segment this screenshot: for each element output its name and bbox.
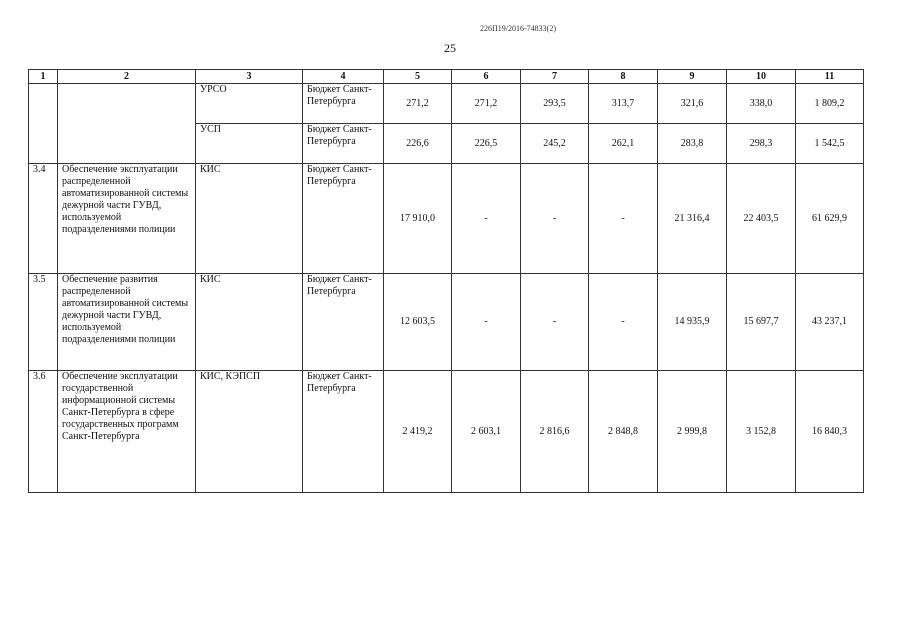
value-cell: - (589, 164, 658, 274)
header-cell: 10 (727, 70, 796, 84)
header-cell: 1 (29, 70, 58, 84)
value-cell: 226,6 (384, 124, 452, 164)
document-code: 226П19/2016-74833(2) (480, 24, 556, 33)
row-executor: КИС, КЭПСП (196, 371, 303, 493)
value-cell: 17 910,0 (384, 164, 452, 274)
row-executor: КИС (196, 164, 303, 274)
row-name: Обеспечение эксплуатации государственной информационной системы Санкт-Петербурга в сфере государственных программ Санкт-Петербурга (58, 371, 196, 493)
value-cell: - (452, 164, 521, 274)
budget-table (28, 69, 864, 493)
header-cell: 7 (521, 70, 589, 84)
value-cell: 313,7 (589, 84, 658, 124)
value-cell: - (521, 274, 589, 371)
value-cell: 2 816,6 (521, 371, 589, 493)
row-source: Бюджет Санкт-Петербурга (303, 164, 384, 274)
value-cell: 298,3 (727, 124, 796, 164)
row-executor: КИС (196, 274, 303, 371)
header-cell: 11 (796, 70, 864, 84)
value-cell: 2 603,1 (452, 371, 521, 493)
value-cell: 43 237,1 (796, 274, 864, 371)
row-executor: УРСО (196, 84, 303, 124)
row-name: Обеспечение эксплуатации распределенной автоматизированной системы дежурной части ГУВД, используемой подразделениями полиции (58, 164, 196, 274)
value-cell: 16 840,3 (796, 371, 864, 493)
value-cell: 245,2 (521, 124, 589, 164)
value-cell: 271,2 (452, 84, 521, 124)
value-cell: 338,0 (727, 84, 796, 124)
page-number: 25 (444, 41, 456, 55)
value-cell: 226,5 (452, 124, 521, 164)
row-number: 3.5 (29, 274, 58, 371)
value-cell: - (521, 164, 589, 274)
value-cell: 293,5 (521, 84, 589, 124)
value-cell: 262,1 (589, 124, 658, 164)
value-cell: 22 403,5 (727, 164, 796, 274)
value-cell: 1 542,5 (796, 124, 864, 164)
value-cell: 14 935,9 (658, 274, 727, 371)
header-cell: 8 (589, 70, 658, 84)
row-name (58, 84, 196, 164)
value-cell: 2 419,2 (384, 371, 452, 493)
table-row (29, 164, 864, 274)
value-cell: 283,8 (658, 124, 727, 164)
value-cell: - (589, 274, 658, 371)
header-cell: 3 (196, 70, 303, 84)
table-row (29, 274, 864, 371)
row-executor: УСП (196, 124, 303, 164)
row-source: Бюджет Санкт-Петербурга (303, 124, 384, 164)
table-row (29, 84, 864, 124)
value-cell: 271,2 (384, 84, 452, 124)
header-row (29, 70, 864, 84)
value-cell: 3 152,8 (727, 371, 796, 493)
value-cell: 61 629,9 (796, 164, 864, 274)
header-cell: 4 (303, 70, 384, 84)
value-cell: 2 999,8 (658, 371, 727, 493)
value-cell: 2 848,8 (589, 371, 658, 493)
value-cell: 321,6 (658, 84, 727, 124)
row-number: 3.4 (29, 164, 58, 274)
header-cell: 2 (58, 70, 196, 84)
value-cell: - (452, 274, 521, 371)
header-cell: 9 (658, 70, 727, 84)
row-source: Бюджет Санкт-Петербурга (303, 371, 384, 493)
value-cell: 12 603,5 (384, 274, 452, 371)
header-cell: 6 (452, 70, 521, 84)
value-cell: 21 316,4 (658, 164, 727, 274)
value-cell: 15 697,7 (727, 274, 796, 371)
value-cell: 1 809,2 (796, 84, 864, 124)
header-cell: 5 (384, 70, 452, 84)
table-row (29, 371, 864, 493)
row-source: Бюджет Санкт-Петербурга (303, 84, 384, 124)
row-source: Бюджет Санкт-Петербурга (303, 274, 384, 371)
row-name: Обеспечение развития распределенной автоматизированной системы дежурной части ГУВД, используемой подразделениями полиции (58, 274, 196, 371)
row-number: 3.6 (29, 371, 58, 493)
row-number (29, 84, 58, 164)
